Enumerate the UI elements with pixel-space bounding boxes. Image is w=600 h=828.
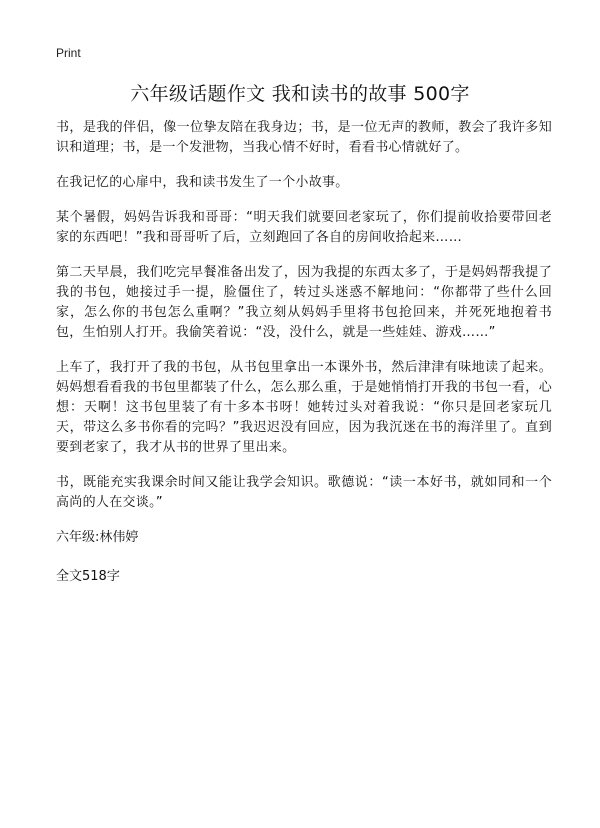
article-body (56, 118, 552, 606)
article-title: 六年级话题作文 我和读书的故事 500字 (130, 83, 470, 105)
paragraph-2: 在我记忆的心扉中，我和读书发生了一个小故事。 (56, 175, 349, 190)
paragraph-6: 书，既能充实我课余时间又能让我学会知识。歌德说：“读一本好书，就如同和一个高尚的人在交谈。” (56, 475, 552, 510)
print-label: Print (56, 46, 81, 60)
word-count: 全文518字 (56, 569, 120, 584)
paragraph-4: 第二天早晨，我们吃完早餐准备出发了，因为我提的东西太多了，于是妈妈帮我提了我的书包，她接过手一提，脸僵住了，转过头迷惑不解地问：“你都带了些什么回家，怎么你的书包怎么重啊？”我立刻从妈妈手里将书包抢回来，并死死地抱着书包，生怕别人打开。我偷笑着说：“没，没什么，就是一些娃娃、游戏……” (56, 265, 552, 340)
paragraph-1: 书，是我的伴侣，像一位挚友陪在我身边；书，是一位无声的教师，教会了我许多知识和道理；书，是一个发泄物，当我心情不好时，看看书心情就好了。 (56, 120, 552, 155)
paragraph-3: 某个暑假，妈妈告诉我和哥哥：“明天我们就要回老家玩了，你们提前收拾要带回老家的东西吧！”我和哥哥听了后，立刻跑回了各自的房间收拾起来…… (56, 210, 552, 245)
author-line: 六年级:林伟婷 (56, 530, 139, 545)
paragraph-5: 上车了，我打开了我的书包，从书包里拿出一本课外书，然后津津有味地读了起来。妈妈想看看我的书包里都装了什么，怎么那么重，于是她悄悄打开我的书包一看，心想：天啊！这书包里装了有十多本书呀！她转过头对着我说：“你只是回老家玩几天，带这么多书你看的完吗？”我迟迟没有回应，因为我沉迷在书的海洋里了。直到要到老家了，我才从书的世界了里出来。 (56, 360, 552, 455)
